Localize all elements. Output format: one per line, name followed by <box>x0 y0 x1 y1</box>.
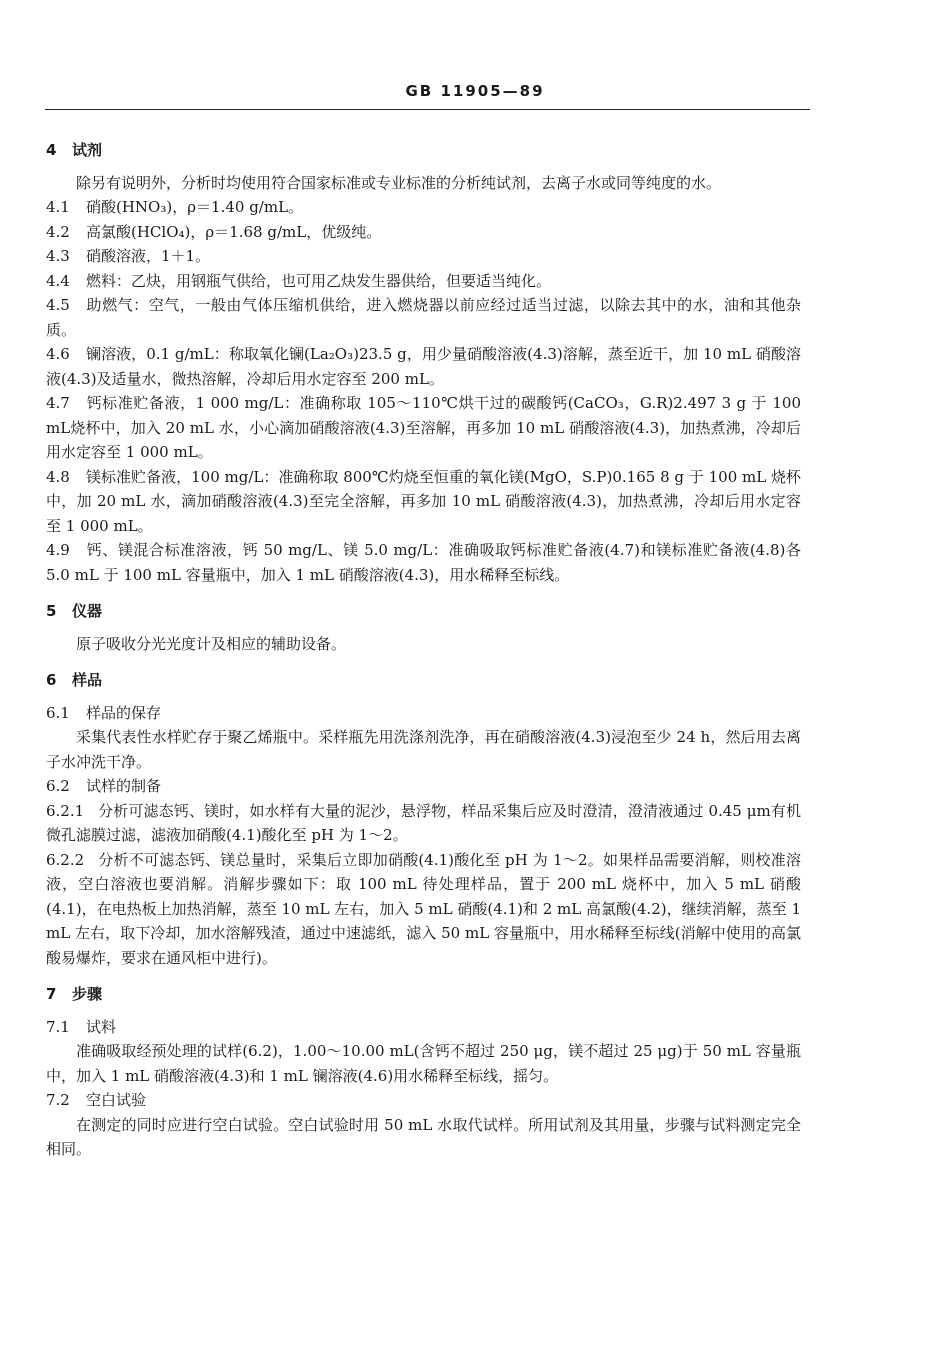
page-header: GB 11905—89 <box>405 82 545 100</box>
document-body <box>46 138 801 1162</box>
subsection-heading <box>46 1015 801 1040</box>
subsection-number: 7.1 <box>46 1017 70 1036</box>
list-item <box>46 293 801 342</box>
header-divider <box>45 109 810 110</box>
subsection-number: 6.1 <box>46 703 70 722</box>
item-number: 4.9 <box>46 541 70 559</box>
list-item <box>46 848 801 971</box>
item-text: 钙、镁混合标准溶液，钙 50 mg/L、镁 5.0 mg/L：准确吸取钙标准贮备液(4.7)和镁标准贮备液(4.8)各 5.0 mL 于 100 mL 容量瓶中，加入 1 mL 硝酸溶液(4.3)，用水稀释至标线。 <box>46 541 801 584</box>
paragraph: 原子吸收分光光度计及相应的辅助设备。 <box>76 634 347 653</box>
list-item <box>46 391 801 465</box>
section-heading <box>46 599 801 624</box>
list-item <box>46 342 801 391</box>
item-text: 镧溶液，0.1 g/mL：称取氧化镧(La₂O₃)23.5 g，用少量硝酸溶液(4.3)溶解，蒸至近干，加 10 mL 硝酸溶液(4.3)及适量水，微热溶解，冷却后用水定容至 200 mL。 <box>46 345 801 388</box>
paragraph: 准确吸取经预处理的试样(6.2)，1.00～10.00 mL(含钙不超过 250 μg，镁不超过 25 μg)于 50 mL 容量瓶中，加入 1 mL 硝酸溶液(4.3)和 1 mL 镧溶液(4.6)用水稀释至标线，摇匀。 <box>46 1042 801 1085</box>
section-heading <box>46 668 801 693</box>
item-text: 钙标准贮备液，1 000 mg/L：准确称取 105～110℃烘干过的碳酸钙(CaCO₃，G.R)2.497 3 g 于 100 mL烧杯中，加入 20 mL 水，小心滴加硝酸溶液(4.3)至溶解，再多加 10 mL 硝酸溶液(4.3)，加热煮沸，冷却后用水定容至 1 000 mL。 <box>46 394 801 461</box>
item-text: 分析不可滤态钙、镁总量时，采集后立即加硝酸(4.1)酸化至 pH 为 1～2。如果样品需要消解，则校准溶液，空白溶液也要消解。消解步骤如下：取 100 mL 待处理样品，置于 200 mL 烧杯中，加入 5 mL 硝酸(4.1)，在电热板上加热消解，蒸至 10 mL 左右，加入 5 mL 硝酸(4.1)和 2 mL 高氯酸(4.2)，继续消解，蒸至 1 mL 左右，取下冷却，加水溶解残渣，通过中速滤纸，滤入 50 mL 容量瓶中，用水稀释至标线(消解中使用的高氯酸易爆炸，要求在通风柜中进行)。 <box>46 850 801 967</box>
item-number: 4.2 <box>46 222 70 241</box>
section-heading <box>46 138 801 163</box>
list-item <box>46 195 801 220</box>
item-number: 4.8 <box>46 467 70 486</box>
subsection-number: 7.2 <box>46 1091 70 1109</box>
item-number: 6.2.2 <box>46 850 85 869</box>
paragraph: 除另有说明外，分析时均使用符合国家标准或专业标准的分析纯试剂，去离子水或同等纯度的水。 <box>76 173 722 192</box>
section-title: 仪器 <box>72 602 103 620</box>
item-number: 4.3 <box>46 247 70 265</box>
paragraph: 采集代表性水样贮存于聚乙烯瓶中。采样瓶先用洗涤剂洗净，再在硝酸溶液(4.3)浸泡至少 24 h，然后用去离子水冲洗干净。 <box>46 728 801 771</box>
item-text: 镁标准贮备液，100 mg/L：准确称取 800℃灼烧至恒重的氧化镁(MgO，S.P)0.165 8 g 于 100 mL 烧杯中，加 20 mL 水，滴加硝酸溶液(4.3)至完全溶解，再多加 10 mL 硝酸溶液(4.3)，加热煮沸，冷却后用水定容至 1 000 mL。 <box>46 467 801 535</box>
item-number: 4.6 <box>46 345 70 363</box>
item-number: 4.1 <box>46 198 70 216</box>
subsection-heading <box>46 701 801 726</box>
subsection-title: 样品的保存 <box>86 703 162 722</box>
list-item <box>46 538 801 587</box>
section-number: 6 <box>46 671 57 689</box>
list-item <box>46 220 801 245</box>
item-text: 硝酸(HNO₃)，ρ＝1.40 g/mL。 <box>86 198 304 216</box>
item-text: 分析可滤态钙、镁时，如水样有大量的泥沙，悬浮物，样品采集后应及时澄清，澄清液通过 0.45 μm有机微孔滤膜过滤，滤液加硝酸(4.1)酸化至 pH 为 1～2。 <box>46 801 801 844</box>
subsection-title: 空白试验 <box>86 1091 147 1109</box>
subsection-heading <box>46 774 801 799</box>
section-heading <box>46 982 801 1007</box>
list-item <box>46 269 801 294</box>
section-number: 5 <box>46 602 57 620</box>
section-title: 样品 <box>72 671 103 689</box>
item-text: 燃料：乙炔，用钢瓶气供给，也可用乙炔发生器供给，但要适当纯化。 <box>86 271 552 290</box>
section-number: 7 <box>46 985 57 1003</box>
list-item <box>46 799 801 848</box>
item-number: 6.2.1 <box>46 801 85 820</box>
list-item <box>46 244 801 269</box>
subsection-title: 试料 <box>86 1017 117 1036</box>
subsection-title: 试样的制备 <box>86 777 162 795</box>
item-number: 4.4 <box>46 271 70 290</box>
paragraph: 在测定的同时应进行空白试验。空白试验时用 50 mL 水取代试样。所用试剂及其用量，步骤与试料测定完全相同。 <box>46 1115 801 1158</box>
list-item <box>46 465 801 539</box>
item-text: 高氯酸(HClO₄)，ρ＝1.68 g/mL，优级纯。 <box>86 222 382 241</box>
section-number: 4 <box>46 141 57 159</box>
subsection-number: 6.2 <box>46 777 70 795</box>
subsection-heading <box>46 1088 801 1113</box>
item-number: 4.5 <box>46 296 70 314</box>
section-title: 步骤 <box>72 985 103 1003</box>
item-text: 助燃气：空气，一般由气体压缩机供给，进入燃烧器以前应经过适当过滤，以除去其中的水，油和其他杂质。 <box>46 296 801 339</box>
item-text: 硝酸溶液，1＋1。 <box>86 247 211 265</box>
section-title: 试剂 <box>72 141 103 159</box>
item-number: 4.7 <box>46 394 70 412</box>
